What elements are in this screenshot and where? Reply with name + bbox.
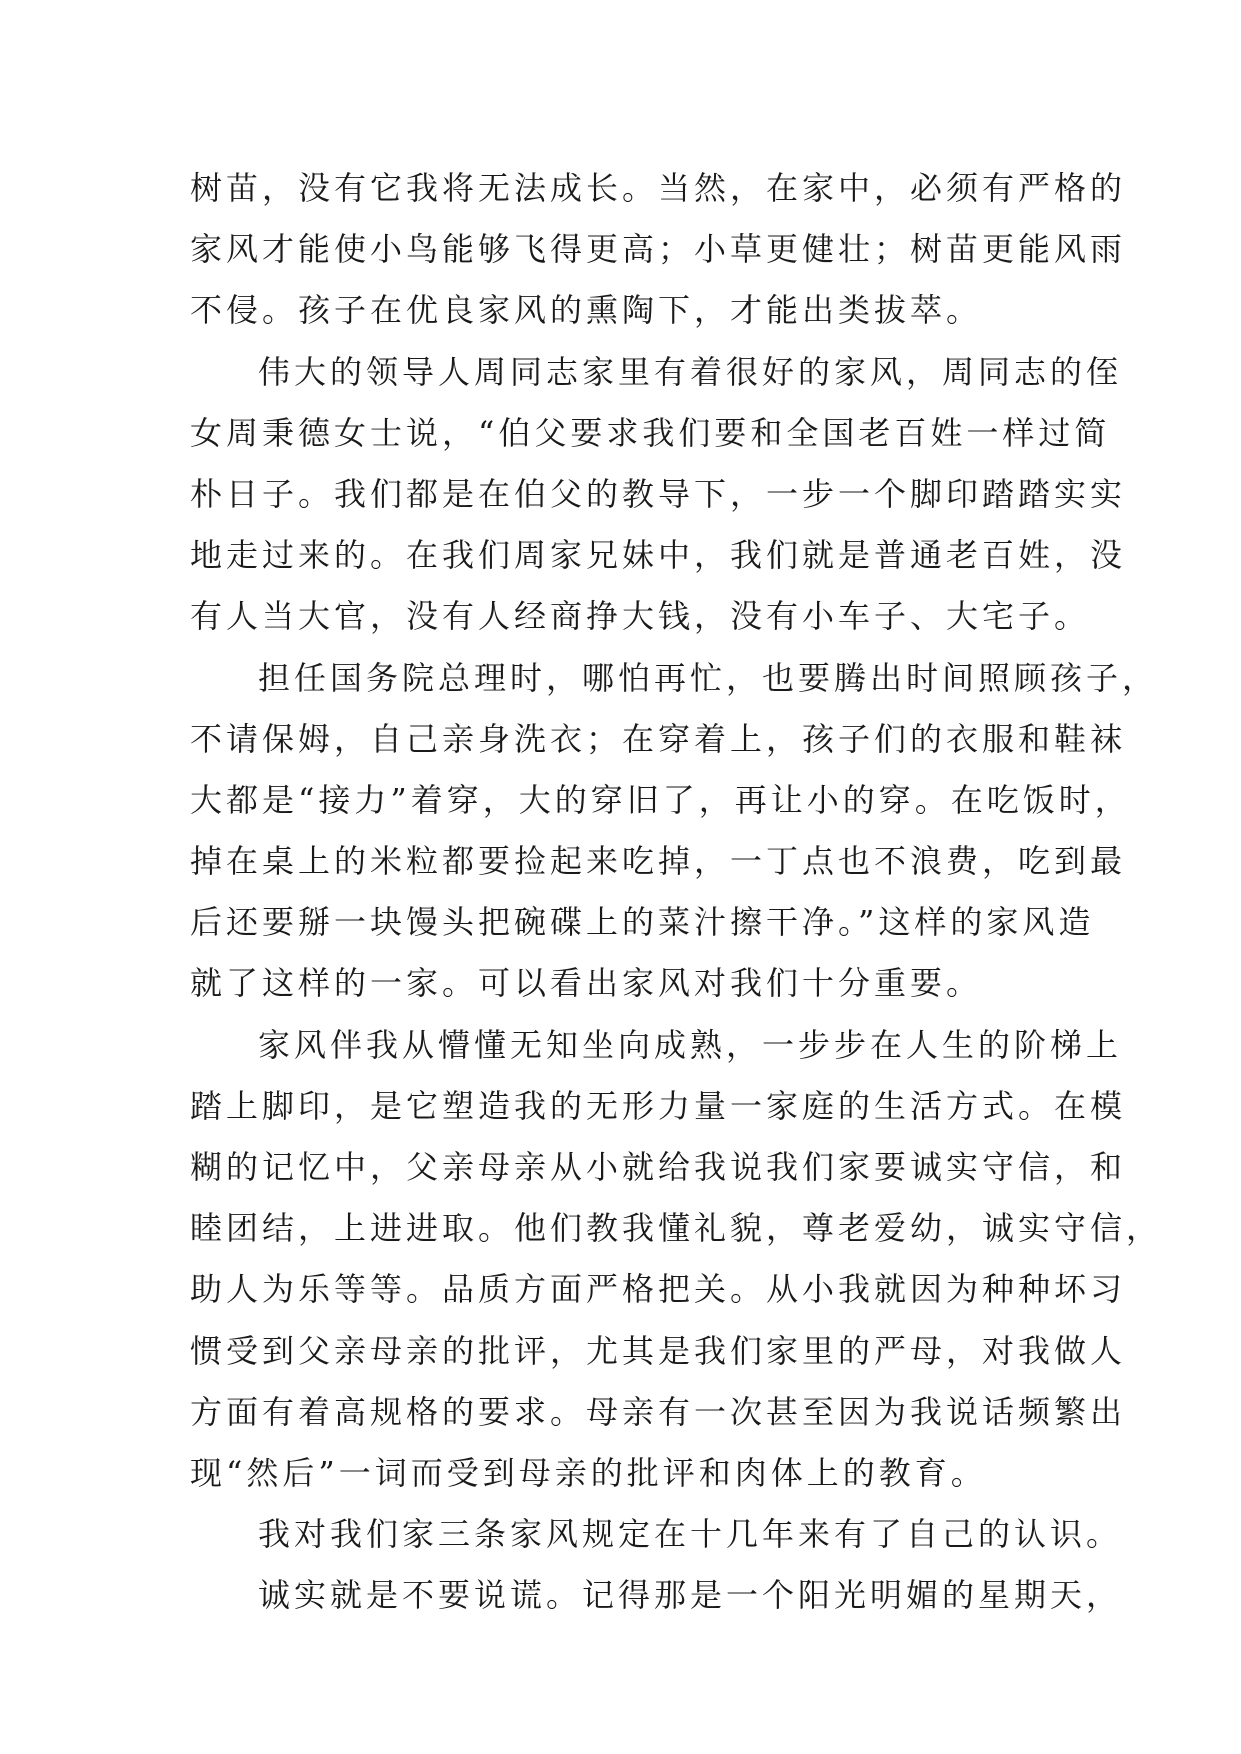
text-line: 大都是“接力”着穿，大的穿旧了，再让小的穿。在吃饭时，	[190, 780, 1131, 819]
paragraph-first-line: 家风伴我从懵懂无知坐向成熟，一步步在人生的阶梯上	[258, 1025, 1123, 1064]
paragraph-first-line: 伟大的领导人周同志家里有着很好的家风，周同志的侄	[258, 352, 1123, 391]
paragraph-first-line: 诚实就是不要说谎。记得那是一个阳光明媚的星期天，	[258, 1576, 1123, 1615]
text-line: 现“然后”一词而受到母亲的批评和肉体上的教育。	[190, 1453, 987, 1492]
text-line: 后还要掰一块馒头把碗碟上的菜汁擦干净。”这样的家风造	[190, 903, 1095, 942]
text-line: 助人为乐等等。品质方面严格把关。从小我就因为种种坏习	[190, 1270, 1127, 1309]
text-line: 女周秉德女士说，“伯父要求我们要和全国老百姓一样过简	[190, 413, 1111, 452]
text-line: 踏上脚印，是它塑造我的无形力量一家庭的生活方式。在模	[190, 1086, 1127, 1125]
text-line: 朴日子。我们都是在伯父的教导下，一步一个脚印踏踏实实	[190, 474, 1127, 513]
paragraph-first-line: 担任国务院总理时，哪怕再忙，也要腾出时间照顾孩子，	[258, 658, 1159, 697]
text-line: 家风才能使小鸟能够飞得更高；小草更健壮；树苗更能风雨	[190, 230, 1127, 269]
text-line: 地走过来的。在我们周家兄妹中，我们就是普通老百姓，没	[190, 536, 1127, 575]
text-line: 就了这样的一家。可以看出家风对我们十分重要。	[190, 964, 983, 1003]
paragraph-first-line: 我对我们家三条家风规定在十几年来有了自己的认识。	[258, 1515, 1123, 1554]
text-line: 方面有着高规格的要求。母亲有一次甚至因为我说话频繁出	[190, 1392, 1127, 1431]
body-text	[190, 158, 1163, 1627]
text-line: 不请保姆，自己亲身洗衣；在穿着上，孩子们的衣服和鞋袜	[190, 719, 1127, 758]
text-line: 睦团结，上进进取。他们教我懂礼貌，尊老爱幼，诚实守信，	[190, 1209, 1163, 1248]
text-line: 惯受到父亲母亲的批评，尤其是我们家里的严母，对我做人	[190, 1331, 1127, 1370]
text-line: 不侵。孩子在优良家风的熏陶下，才能出类拔萃。	[190, 291, 983, 330]
text-line: 糊的记忆中，父亲母亲从小就给我说我们家要诚实守信，和	[190, 1148, 1127, 1186]
text-line: 树苗，没有它我将无法成长。当然，在家中，必须有严格的	[190, 169, 1127, 207]
text-line: 有人当大官，没有人经商挣大钱，没有小车子、大宅子。	[190, 597, 1091, 636]
text-line: 掉在桌上的米粒都要捡起来吃掉，一丁点也不浪费，吃到最	[190, 842, 1127, 881]
